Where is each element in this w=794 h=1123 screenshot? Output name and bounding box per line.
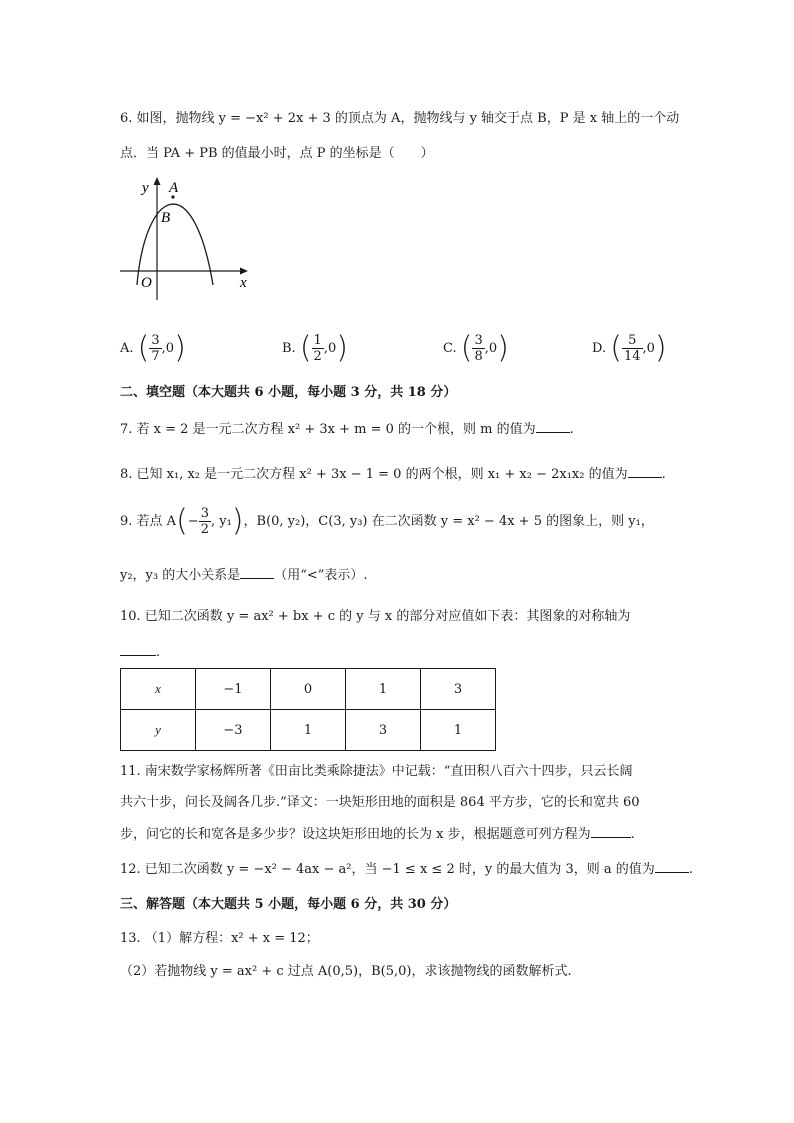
graph-origin-label: O xyxy=(141,275,152,291)
table-cell: −3 xyxy=(196,710,271,751)
option-num: 3 xyxy=(474,333,483,348)
graph-point-a: A xyxy=(169,180,179,196)
q6-option-d: D. ( $\frac{5}{14}$ ,0) xyxy=(592,330,667,366)
q9-frac-den: 2 xyxy=(200,522,209,537)
q8-text: 8. 已知 x₁, x₂ 是一元二次方程 x² + 3x − 1 = 0 的两个根，则 x₁ + x₂ − 2x₁x₂ 的值为 xyxy=(120,467,628,482)
option-den: 8 xyxy=(474,349,483,364)
q11-line1: 11. 南宋数学家杨辉所著《田亩比类乘除捷法》中记载：“直田积八百六十四步，只云长阔 xyxy=(120,764,633,779)
q9-answer-blank[interactable] xyxy=(240,566,274,579)
q12-text: 12. 已知二次函数 y = −x² − 4ax − a²，当 −1 ≤ x ≤ 2 时，y 的最大值为 3，则 a 的值为 xyxy=(120,862,655,877)
q10-answer-blank[interactable] xyxy=(120,643,156,656)
option-tail: ,0 xyxy=(484,341,498,356)
option-num: 1 xyxy=(313,333,322,348)
q9-line2-text: y₂，y₃ 的大小关系是 xyxy=(120,568,241,583)
q11-end: . xyxy=(630,827,635,842)
q6-line1: 6. 如图，抛物线 y = −x² + 2x + 3 的顶点为 A，抛物线与 y 轴交于点 B，P 是 x 轴上的一个动 xyxy=(120,111,680,126)
q7 xyxy=(120,420,574,439)
graph-point-b: B xyxy=(161,210,171,226)
q12 xyxy=(120,860,693,879)
table-cell: 3 xyxy=(421,669,496,710)
table-cell: 1 xyxy=(421,710,496,751)
q6-option-c: C. ( $\frac{3}{8}$ ,0) xyxy=(443,330,509,366)
q10-line2 xyxy=(120,643,160,662)
q13-part1: 13. （1）解方程：x² + x = 12； xyxy=(120,931,319,946)
q10-line1: 10. 已知二次函数 y = ax² + bx + c 的 y 与 x 的部分对应值如下表：其图象的对称轴为 xyxy=(120,609,631,624)
table-cell: 0 xyxy=(271,669,346,710)
table-cell: 3 xyxy=(346,710,421,751)
q6-line2: 点．当 PA + PB 的值最小时，点 P 的坐标是（ ） xyxy=(120,146,434,161)
q7-text: 7. 若 x = 2 是一元二次方程 x² + 3x + m = 0 的一个根，则 m 的值为 xyxy=(120,422,536,437)
q9-line1: 9. 若点 A(− $\frac{3}{2}$ , y₁)，B(0, y₂)，C(3, y₃) 在二次函数 y = x² − 4x + 5 的图象上，则 y₁， xyxy=(120,503,654,539)
table-cell: y xyxy=(121,710,196,751)
q11-line3 xyxy=(120,825,635,844)
q9-line2-end: （用“<”表示）. xyxy=(274,568,368,583)
q10-value-table xyxy=(120,668,496,751)
q9-line2 xyxy=(120,566,368,585)
q6-option-b: B. ( $\frac{1}{2}$ ,0) xyxy=(282,330,348,366)
q8-end: . xyxy=(661,467,666,482)
option-num: 3 xyxy=(151,333,160,348)
q11-answer-blank[interactable] xyxy=(591,825,631,838)
option-num: 5 xyxy=(622,333,643,349)
option-letter: C. xyxy=(443,341,457,356)
section3-title: 三、解答题（本大题共 5 小题，每小题 6 分，共 30 分） xyxy=(120,897,457,912)
q9-frac-num: 3 xyxy=(200,506,209,521)
section2-title: 二、填空题（本大题共 6 小题，每小题 3 分，共 18 分） xyxy=(120,385,457,400)
q12-answer-blank[interactable] xyxy=(655,860,689,873)
q10-end: . xyxy=(156,645,161,660)
q11-line3-text: 步，问它的长和宽各是多少步？设这块矩形田地的长为 x 步，根据题意可列方程为 xyxy=(120,827,591,842)
parabola-graph xyxy=(115,170,255,300)
q12-end: . xyxy=(688,862,693,877)
option-tail: ,0 xyxy=(161,341,175,356)
table-row xyxy=(121,669,496,710)
table-cell: 1 xyxy=(271,710,346,751)
q8 xyxy=(120,465,666,484)
table-cell: 1 xyxy=(346,669,421,710)
q7-answer-blank[interactable] xyxy=(536,420,570,433)
option-letter: B. xyxy=(282,341,296,356)
q9-text-c: ，B(0, y₂)，C(3, y₃) 在二次函数 y = x² − 4x + 5 的图象上，则 y₁， xyxy=(243,514,654,529)
q9-text-a: 9. 若点 A xyxy=(120,514,177,529)
q9-text-b: , y₁ xyxy=(210,514,232,529)
option-tail: ,0 xyxy=(642,341,655,356)
q6-option-a: A. ( $\frac{3}{7}$ ,0) xyxy=(120,330,186,366)
q7-end: . xyxy=(569,422,574,437)
table-row xyxy=(121,710,496,751)
q13-part2: （2）若抛物线 y = ax² + c 过点 A(0,5)，B(5,0)，求该抛物线的函数解析式. xyxy=(120,964,572,979)
option-den: 7 xyxy=(151,349,160,364)
option-den: 14 xyxy=(623,349,641,364)
table-cell: −1 xyxy=(196,669,271,710)
option-tail: ,0 xyxy=(323,341,337,356)
q11-line2: 共六十步，问长及阔各几步.”译文：一块矩形田地的面积是 864 平方步，它的长和宽共 60 xyxy=(120,795,640,810)
q8-answer-blank[interactable] xyxy=(628,465,662,478)
option-den: 2 xyxy=(313,349,322,364)
option-letter: D. xyxy=(592,341,607,356)
graph-y-label: y xyxy=(142,180,149,196)
table-cell: x xyxy=(121,669,196,710)
graph-x-label: x xyxy=(240,275,247,291)
option-letter: A. xyxy=(120,341,134,356)
